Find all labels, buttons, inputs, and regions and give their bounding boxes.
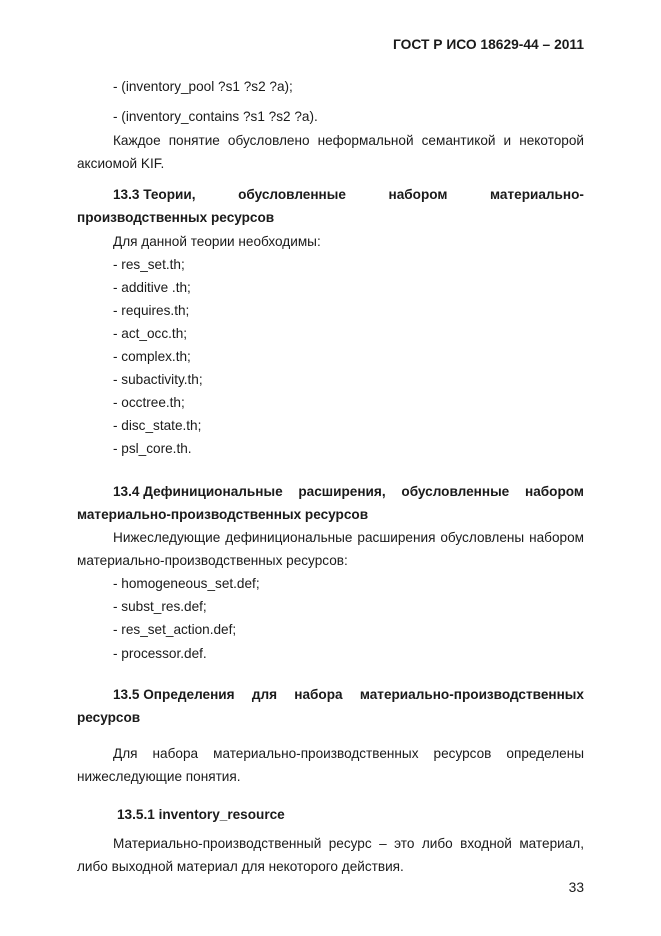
list-item: - res_set_action.def; <box>113 622 237 637</box>
list-item: - res_set.th; <box>113 257 185 272</box>
heading-word: обусловленные <box>238 187 346 202</box>
heading-word: набором <box>388 187 448 202</box>
list-item: - additive .th; <box>113 280 191 295</box>
list-item: - (inventory_pool ?s1 ?s2 ?a); <box>113 79 293 94</box>
section-13-5-heading <box>113 686 584 703</box>
heading-word: материально-производственных <box>359 687 584 702</box>
heading-word: для <box>251 687 278 702</box>
section-13-3-heading-line2: производственных ресурсов <box>77 210 275 225</box>
list-item: - subactivity.th; <box>113 372 203 387</box>
section-13-4-heading <box>113 483 584 500</box>
section-13-5-paragraph-line2: нижеследующие понятия. <box>77 769 241 784</box>
heading-word: набора <box>294 687 343 702</box>
heading-word: 13.5 Определения <box>113 687 235 702</box>
list-item: - psl_core.th. <box>113 441 192 456</box>
heading-word: 13.3 Теории, <box>113 187 196 202</box>
document-header-title: ГОСТ Р ИСО 18629-44 – 2011 <box>393 37 584 52</box>
section-13-4-paragraph-line1: Нижеследующие дефинициональные расширения обусловлены набором <box>113 530 584 545</box>
list-item: - requires.th; <box>113 303 190 318</box>
section-13-4-paragraph-line2: материально-производственных ресурсов: <box>77 553 348 568</box>
list-item: - homogeneous_set.def; <box>113 576 260 591</box>
section-13-5-paragraph-line1: Для набора материально-производственных ресурсов определены <box>113 746 584 761</box>
list-item: - disc_state.th; <box>113 418 202 433</box>
section-13-5-heading-line2: ресурсов <box>77 710 141 725</box>
list-item: - subst_res.def; <box>113 599 207 614</box>
heading-word: материально- <box>490 187 584 202</box>
intro-paragraph-line2: аксиомой KIF. <box>77 156 165 171</box>
list-item: - complex.th; <box>113 349 191 364</box>
list-item: - act_occ.th; <box>113 326 188 341</box>
list-item: - processor.def. <box>113 646 207 661</box>
intro-paragraph-line1: Каждое понятие обусловлено неформальной семантикой и некоторой <box>113 133 584 148</box>
section-13-4-heading-line2: материально-производственных ресурсов <box>77 507 369 522</box>
section-13-5-1-paragraph-line1: Материально-производственный ресурс – это либо входной материал, <box>113 836 584 851</box>
heading-word: 13.4 Дефинициональные <box>113 484 283 499</box>
page-number: 33 <box>568 880 584 895</box>
list-item: - occtree.th; <box>113 395 185 410</box>
heading-word: расширения, <box>298 484 386 499</box>
section-13-3-lead: Для данной теории необходимы: <box>113 234 321 249</box>
section-13-3-heading <box>113 186 584 203</box>
heading-word: набором <box>525 484 584 499</box>
list-item: - (inventory_contains ?s1 ?s2 ?a). <box>113 109 318 124</box>
heading-word: обусловленные <box>401 484 510 499</box>
section-13-5-1-heading: 13.5.1 inventory_resource <box>117 807 285 822</box>
section-13-5-1-paragraph-line2: либо выходной материал для некоторого действия. <box>77 859 404 874</box>
